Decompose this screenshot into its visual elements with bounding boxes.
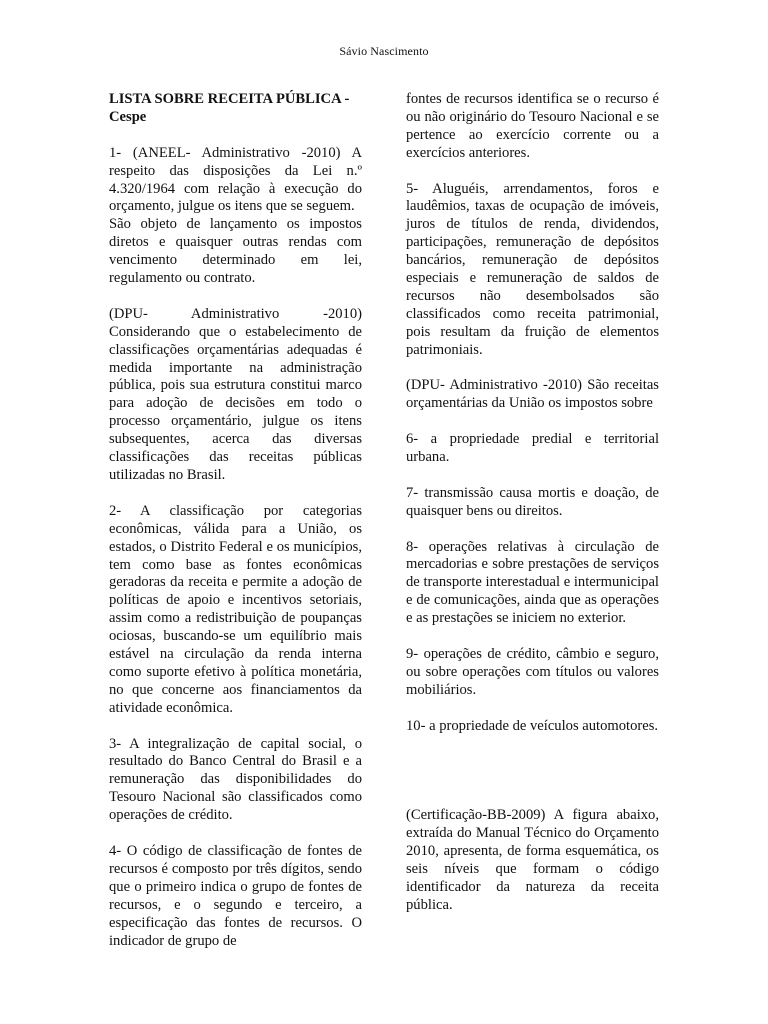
question-1-intro: 1- (ANEEL- Administrativo -2010) A respeito das disposições da Lei n.º 4.320/1964 com relação à execução do orçamento, julgue os itens que se seguem. bbox=[109, 144, 362, 215]
question-3: 3- A integralização de capital social, o resultado do Banco Central do Brasil e a remuneração das disponibilidades do Tesouro Nacional são classificados como operações de crédito. bbox=[109, 735, 362, 824]
question-8: 8- operações relativas à circulação de mercadorias e sobre prestações de serviços de transporte interestadual e intermunicipal e de comunicações, ainda que as operações e as prestações se iniciem no exterior. bbox=[406, 538, 659, 627]
question-4-continued: fontes de recursos identifica se o recurso é ou não originário do Tesouro Nacional e se pertence ao exercício corrente ou a exercícios anteriores. bbox=[406, 91, 659, 161]
question-1-statement: São objeto de lançamento os impostos diretos e quaisquer outras rendas com vencimento determinado em lei, regulamento ou contrato. bbox=[109, 216, 362, 287]
question-2: 2- A classificação por categorias econômicas, válida para a União, os estados, o Distrito Federal e os municípios, tem como base as fontes econômicas geradoras da receita e permite a adoção de políticas de apoio e incentivos setoriais, assim como a redistribuição de poupanças ociosas, buscando-se um equilíbrio mais estável na circulação da renda interna como suporte efetivo à política monetária, no que concerne aos financiamentos da atividade econômica. bbox=[109, 502, 362, 716]
document-title: LISTA SOBRE RECEITA PÚBLICA - Cespe bbox=[109, 91, 350, 125]
question-5: 5- Aluguéis, arrendamentos, foros e laudêmios, taxas de ocupação de imóveis, juros de títulos de renda, dividendos, participações, remuneração de depósitos bancários, remuneração de depósitos especiais e remuneração de saldos de recursos não desembolsados são classificados como receita patrimonial, pois resultam da fruição de elementos patrimoniais. bbox=[406, 180, 659, 358]
page-header-author: Sávio Nascimento bbox=[339, 44, 429, 58]
question-4: 4- O código de classificação de fontes de recursos é composto por três dígitos, sendo que o primeiro indica o grupo de fontes de recursos, e o segundo e terceiro, a especificação das fontes de recursos. O indicador de grupo de bbox=[109, 842, 362, 949]
right-column bbox=[406, 91, 659, 915]
certificacao-bb-paragraph: (Certificação-BB-2009) A figura abaixo, extraída do Manual Técnico do Orçamento 2010, apresenta, de forma esquemática, os seis níveis que formam o código identificador da natureza da receita pública. bbox=[406, 807, 659, 913]
question-9: 9- operações de crédito, câmbio e seguro, ou sobre operações com títulos ou valores mobiliários. bbox=[406, 646, 659, 698]
dpu-taxes-intro: (DPU- Administrativo -2010) São receitas orçamentárias da União os impostos sobre bbox=[406, 377, 659, 412]
dpu-context-paragraph: (DPU- Administrativo -2010) Considerando que o estabelecimento de classificações orçamentárias adequadas é medida importante na administração pública, pois sua estrutura constitui marco para adoção de decisões em todo o processo orçamentário, julgue os itens subsequentes, acerca das diversas classificações das receitas públicas utilizadas no Brasil. bbox=[109, 305, 362, 483]
question-7: 7- transmissão causa mortis e doação, de quaisquer bens ou direitos. bbox=[406, 484, 659, 519]
left-column bbox=[109, 91, 362, 950]
question-10: 10- a propriedade de veículos automotores. bbox=[406, 717, 659, 734]
question-6: 6- a propriedade predial e territorial urbana. bbox=[406, 431, 659, 466]
